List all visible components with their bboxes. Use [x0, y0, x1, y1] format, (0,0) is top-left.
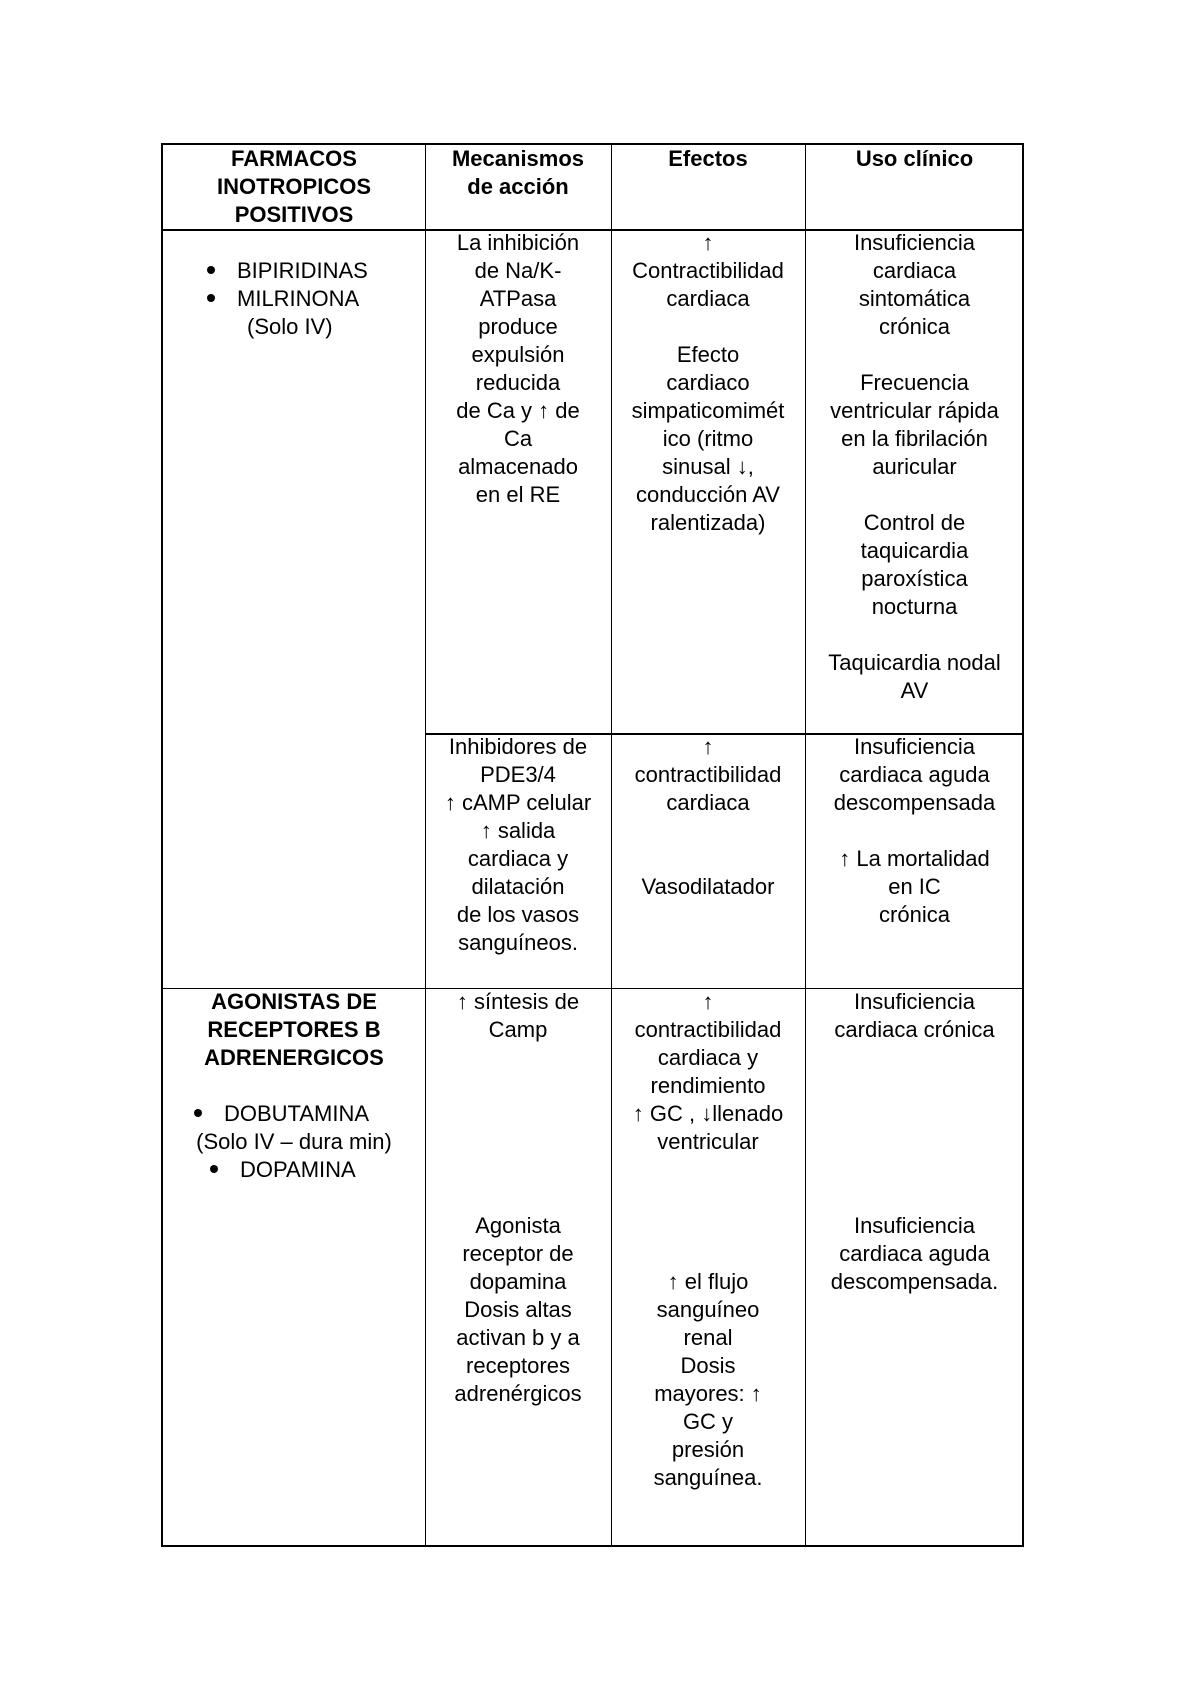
header-clinical-use: Uso clínico [855, 146, 974, 171]
clinical-use-cell: Insuficiencia cardiaca aguda descompensada. [830, 1213, 999, 1294]
drug-table [161, 143, 1024, 1547]
bullet-icon [194, 1109, 202, 1117]
drug-milrinona: MILRINONA [207, 285, 359, 313]
effects-cell: ↑ contractibilidad cardiaca Vasodilatador [634, 734, 782, 899]
drug-note: (Solo IV – dura min) [196, 1129, 392, 1154]
clinical-use-cell: Insuficiencia cardiaca aguda descompensada ↑ La mortalidad en IC crónica [833, 734, 996, 927]
mechanism-cell: La inhibición de Na/K- ATPasa produce expulsión reducida de Ca y ↑ de Ca almacenado en el RE [456, 230, 580, 507]
bullet-icon [207, 294, 215, 302]
header-effects: Efectos [668, 146, 748, 171]
effects-cell: ↑ contractibilidad cardiaca y rendimiento ↑ GC , ↓llenado ventricular [632, 989, 784, 1154]
header-mechanism: Mecanismos de acción [451, 146, 585, 199]
effects-cell: ↑ Contractibilidad cardiaca Efecto cardiaco simpaticomimét ico (ritmo sinusal ↓, conducción AV ralentizada) [631, 230, 785, 535]
header-drugs: FARMACOS INOTROPICOS POSITIVOS [216, 146, 371, 227]
clinical-use-cell: Insuficiencia cardiaca sintomática crónica Frecuencia ventricular rápida en la fibrilación auricular Control de taquicardia paroxística nocturna Taquicardia nodal AV [828, 230, 1001, 703]
bullet-icon [207, 266, 215, 274]
mechanism-cell: Inhibidores de PDE3/4 ↑ cAMP celular ↑ salida cardiaca y dilatación de los vasos sanguíneos. [444, 734, 592, 955]
drug-note: (Solo IV) [247, 314, 333, 339]
bullet-icon [210, 1165, 218, 1173]
group-title: AGONISTAS DE RECEPTORES B ADRENERGICOS [204, 989, 384, 1070]
effects-cell: ↑ el flujo sanguíneo renal Dosis mayores: ↑ GC y presión sanguínea. [653, 1269, 763, 1490]
drug-dopamina: DOPAMINA [210, 1156, 356, 1184]
drug-dobutamina: DOBUTAMINA [194, 1100, 369, 1128]
clinical-use-cell: Insuficiencia cardiaca crónica [834, 989, 995, 1042]
mechanism-cell: Agonista receptor de dopamina Dosis altas activan b y a receptores adrenérgicos [454, 1213, 582, 1406]
mechanism-cell: ↑ síntesis de Camp [456, 989, 580, 1042]
drug-bipiridinas: BIPIRIDINAS [207, 257, 368, 285]
